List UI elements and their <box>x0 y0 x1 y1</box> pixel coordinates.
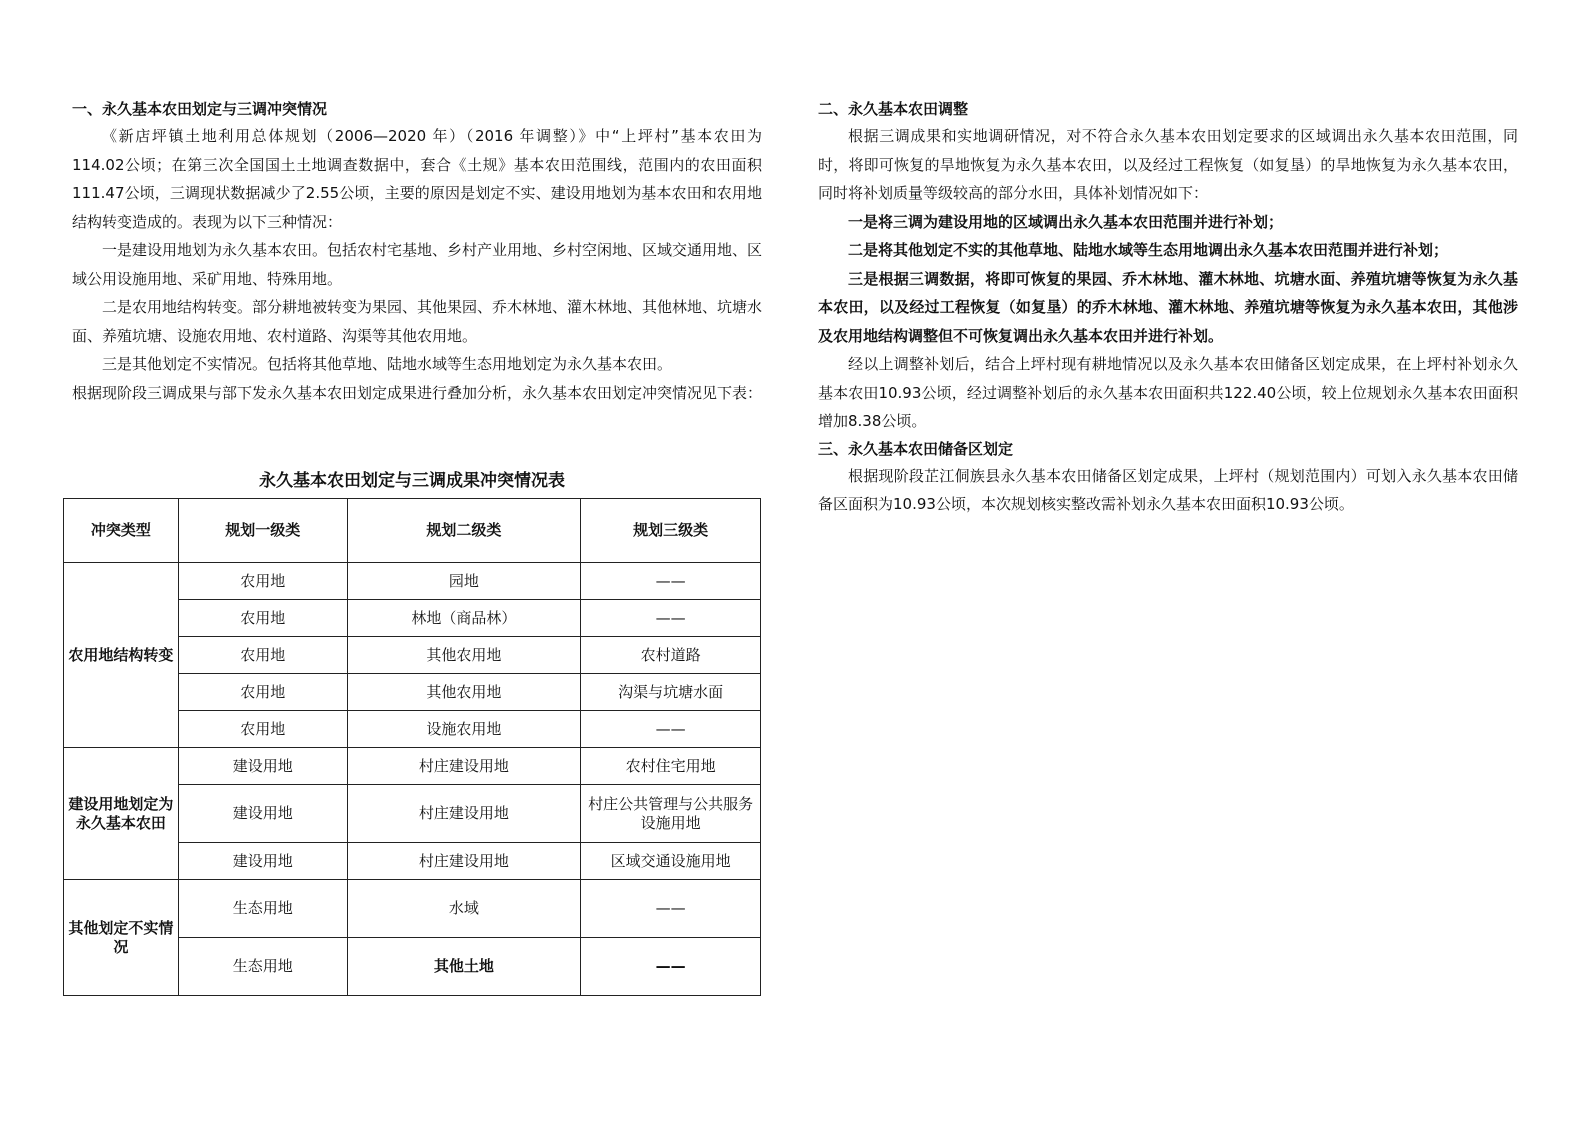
left-column <box>72 96 762 407</box>
section-2-bold-2: 二是将其他划定不实的其他草地、陆地水域等生态用地调出永久基本农田范围并进行补划； <box>848 241 1449 259</box>
group-label: 建设用地划定为永久基本农田 <box>64 748 179 880</box>
table-cell: 农用地 <box>178 563 347 600</box>
section-1-paragraph-5: 根据现阶段三调成果与部下发永久基本农田划定成果进行叠加分析，永久基本农田划定冲突情况见下表： <box>72 383 763 402</box>
section-1-paragraph-2: 一是建设用地划为永久基本农田。包括农村宅基地、乡村产业用地、乡村空闲地、区域交通用地、区域公用设施用地、采矿用地、特殊用地。 <box>72 241 763 288</box>
section-3-heading: 三、永久基本农田储备区划定 <box>818 439 1014 458</box>
table-cell: 生态用地 <box>178 938 347 996</box>
header-level-3: 规划三级类 <box>581 499 761 563</box>
right-column <box>818 96 1518 519</box>
table-cell: 沟渠与坑塘水面 <box>581 674 761 711</box>
table-cell: 园地 <box>347 563 581 600</box>
table-cell: 建设用地 <box>178 748 347 785</box>
table-cell: 设施农用地 <box>347 711 581 748</box>
table-cell: 其他农用地 <box>347 674 581 711</box>
section-1-paragraph-1: 《新店坪镇土地利用总体规划（2006—2020 年）（2016 年调整）》中“上坪村”基本农田为 114.02公顷；在第三次全国国土土地调查数据中，套合《土规》基本农田范围线，范围内的农田面积111.47公顷，三调现状数据减少了2.55公顷，主要的原因是划定不实、建设用地划为基本农田和农用地结构转变造成的。表现为以下三种情况： <box>72 127 762 231</box>
table-cell: —— <box>581 600 761 637</box>
table-cell: —— <box>581 563 761 600</box>
section-1-paragraph-4: 三是其他划定不实情况。包括将其他草地、陆地水域等生态用地划定为永久基本农田。 <box>102 355 673 373</box>
table-cell: 农村住宅用地 <box>581 748 761 785</box>
table-title: 永久基本农田划定与三调成果冲突情况表 <box>259 471 565 491</box>
section-2-bold-3: 三是根据三调数据，将即可恢复的果园、乔木林地、灌木林地、坑塘水面、养殖坑塘等恢复为永久基本农田，以及经过工程恢复（如复垦）的乔木林地、灌木林地、养殖坑塘等恢复为永久基本农田，其他涉及农用地结构调整但不可恢复调出永久基本农田并进行补划。 <box>818 269 1518 345</box>
table-cell: 林地（商品林） <box>347 600 581 637</box>
section-3-paragraph-1: 根据现阶段芷江侗族县永久基本农田储备区划定成果，上坪村（规划范围内）可划入永久基本农田储备区面积为10.93公顷，本次规划核实整改需补划永久基本农田面积10.93公顷。 <box>818 466 1518 513</box>
table-cell: 其他农用地 <box>347 637 581 674</box>
table-header-row <box>64 499 761 563</box>
section-2-paragraph-1: 根据三调成果和实地调研情况，对不符合永久基本农田划定要求的区域调出永久基本农田范围，同时，将即可恢复的旱地恢复为永久基本农田，以及经过工程恢复（如复垦）的旱地恢复为永久基本农田，同时将补划质量等级较高的部分水田，具体补划情况如下： <box>818 127 1518 202</box>
table-row <box>64 748 761 785</box>
section-2-heading: 二、永久基本农田调整 <box>818 100 969 118</box>
table-cell: 建设用地 <box>178 843 347 880</box>
group-label: 其他划定不实情况 <box>64 880 179 996</box>
table-cell: 农用地 <box>178 637 347 674</box>
section-2-bold-1: 一是将三调为建设用地的区域调出永久基本农田范围并进行补划； <box>848 212 1284 231</box>
table-cell: 区域交通设施用地 <box>581 843 761 880</box>
table-row <box>64 563 761 600</box>
conflict-table <box>63 498 761 996</box>
table-cell: 水域 <box>347 880 581 938</box>
header-level-2: 规划二级类 <box>347 499 581 563</box>
table-cell: 农用地 <box>178 674 347 711</box>
group-label: 农用地结构转变 <box>64 563 179 748</box>
table-cell: 农用地 <box>178 711 347 748</box>
section-2-paragraph-2: 经以上调整补划后，结合上坪村现有耕地情况以及永久基本农田储备区划定成果，在上坪村补划永久基本农田10.93公顷，经过调整补划后的永久基本农田面积共122.40公顷，较上位规划永久基本农田面积增加8.38公顷。 <box>818 355 1518 430</box>
section-1-paragraph-3: 二是农用地结构转变。部分耕地被转变为果园、其他果园、乔木林地、灌木林地、其他林地、坑塘水面、养殖坑塘、设施农用地、农村道路、沟渠等其他农用地。 <box>72 298 763 345</box>
table-cell: 农用地 <box>178 600 347 637</box>
table-cell: 村庄公共管理与公共服务设施用地 <box>581 785 761 843</box>
table-row <box>64 880 761 938</box>
table-cell: —— <box>581 880 761 938</box>
table-cell: 农村道路 <box>581 637 761 674</box>
table-cell: 村庄建设用地 <box>347 748 581 785</box>
table-cell: 村庄建设用地 <box>347 785 581 843</box>
table-cell: 生态用地 <box>178 880 347 938</box>
table-cell: 村庄建设用地 <box>347 843 581 880</box>
section-1-heading: 一、永久基本农田划定与三调冲突情况 <box>72 100 328 118</box>
table-cell: 其他土地 <box>347 938 581 996</box>
header-conflict-type: 冲突类型 <box>64 499 179 563</box>
table-cell: —— <box>581 711 761 748</box>
header-level-1: 规划一级类 <box>178 499 347 563</box>
table-cell: 建设用地 <box>178 785 347 843</box>
table-cell: —— <box>581 938 761 996</box>
